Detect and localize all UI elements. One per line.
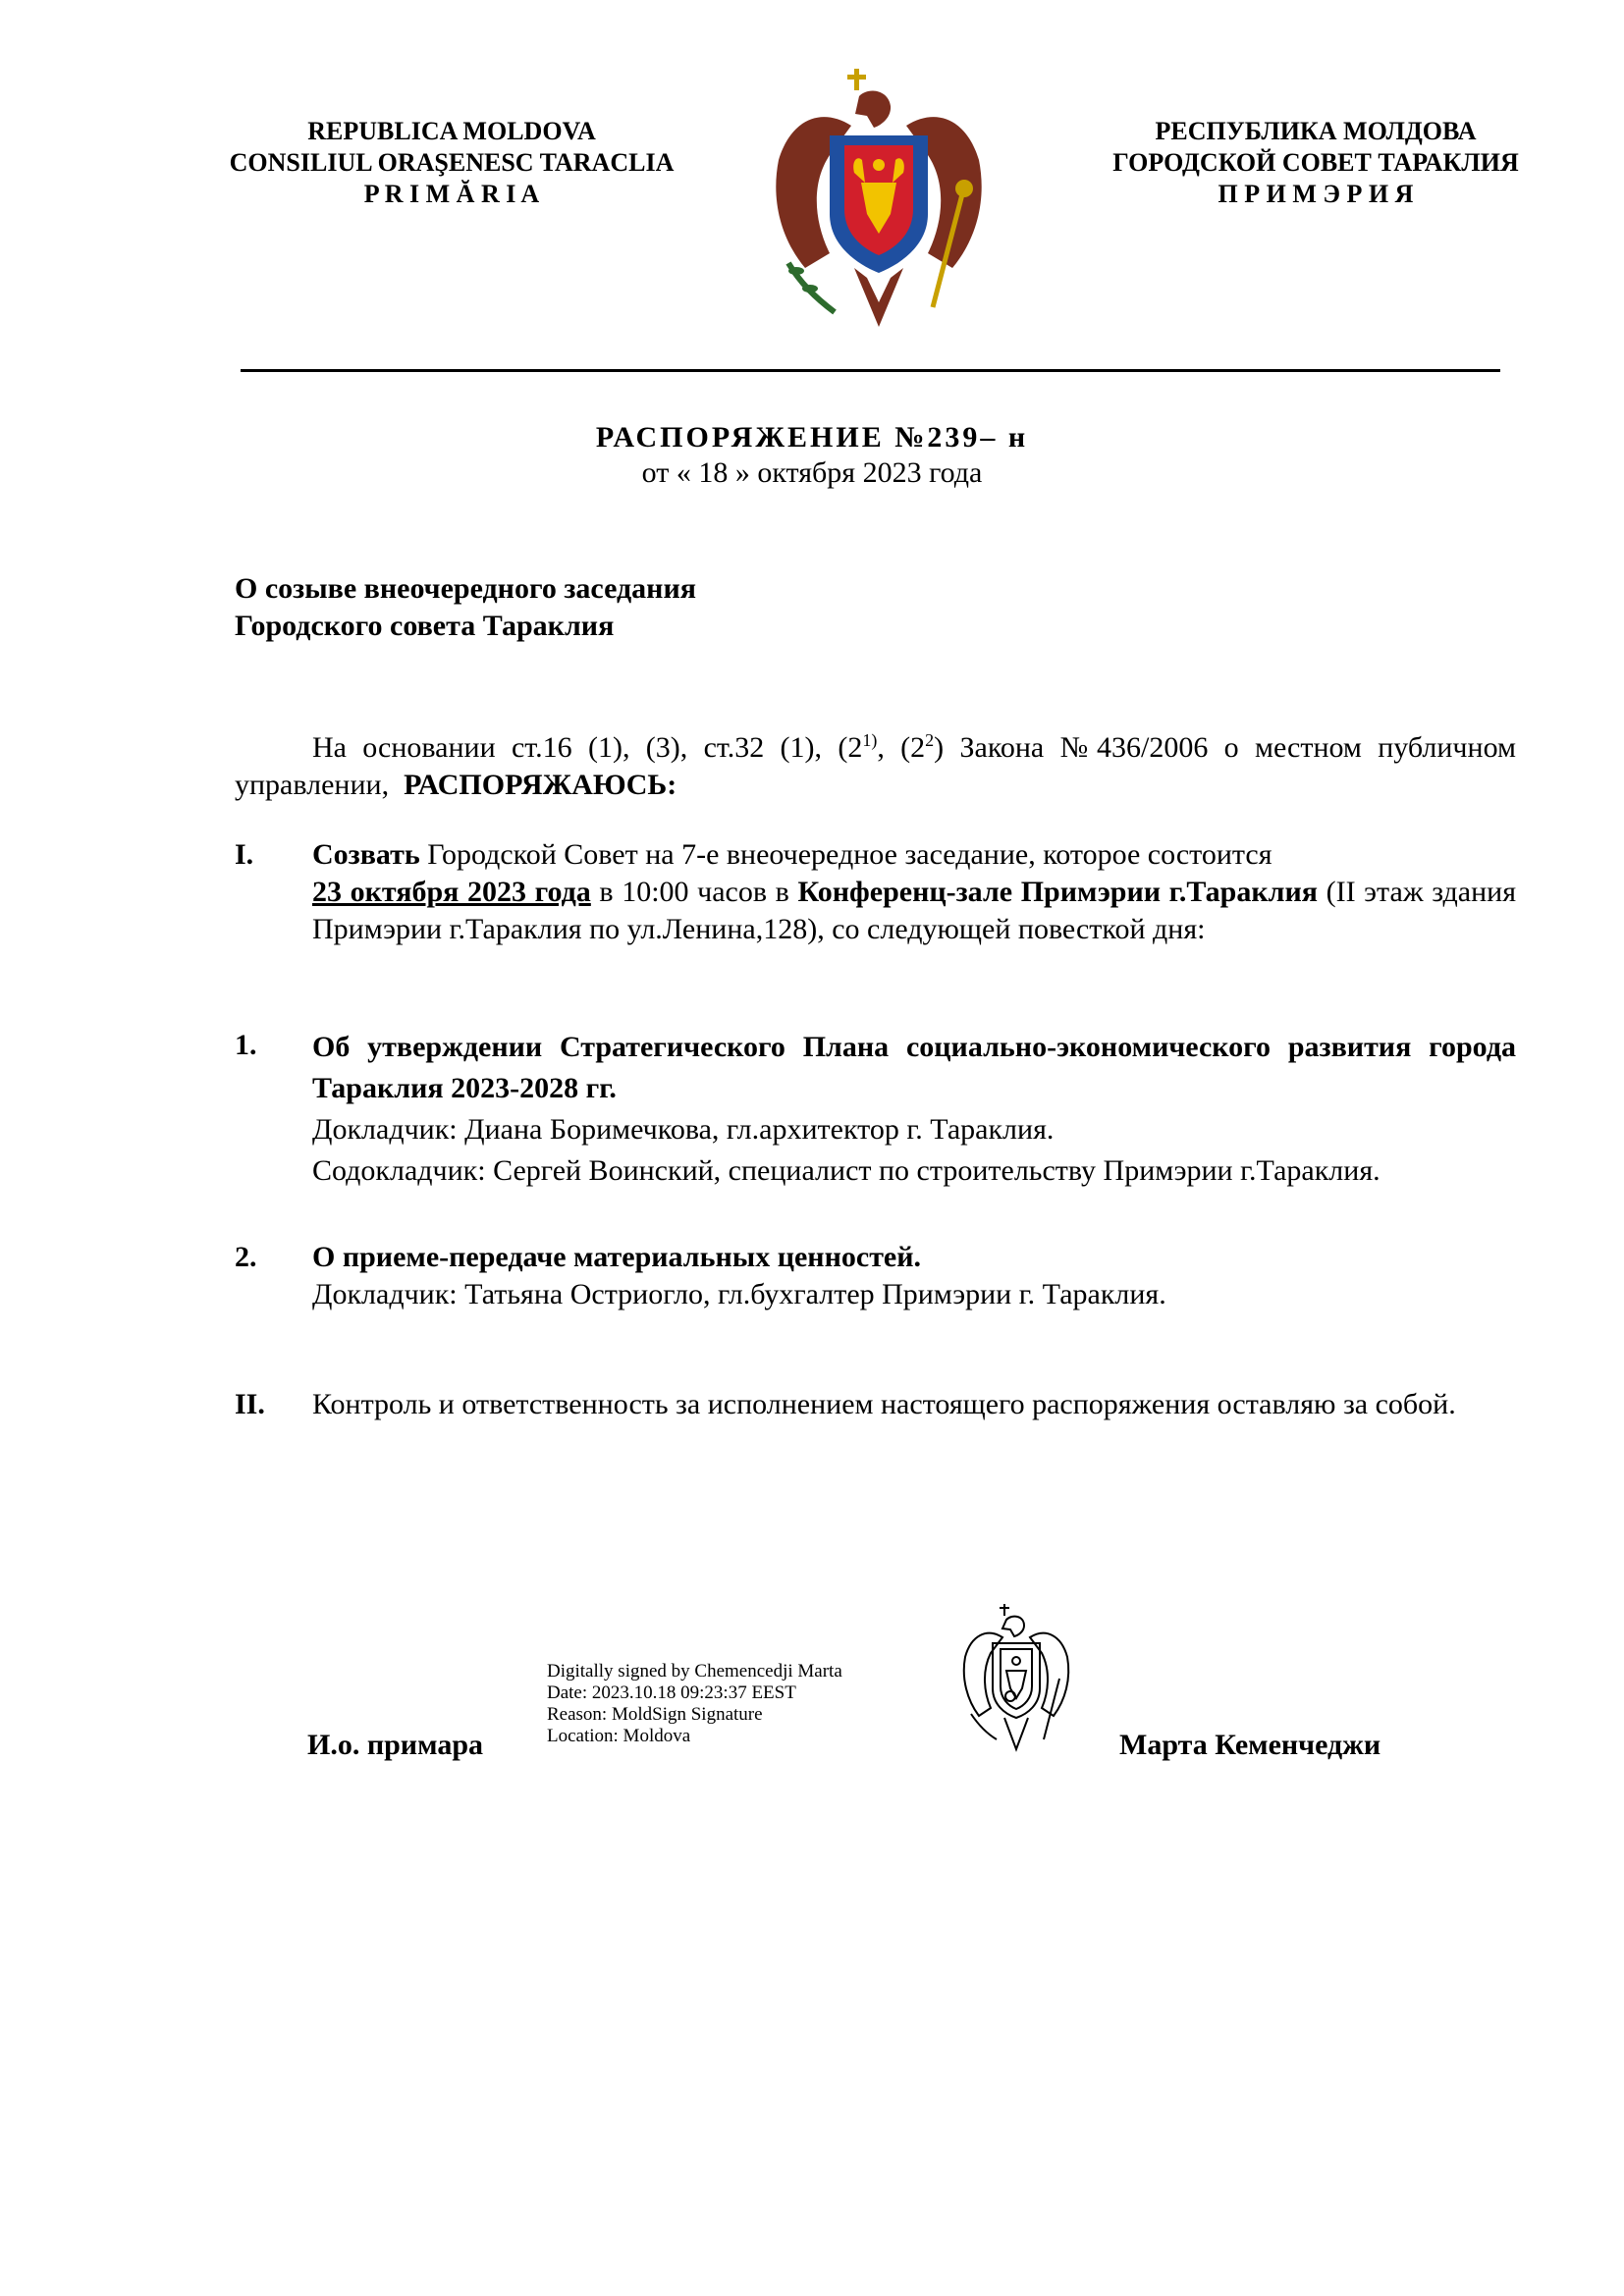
preamble-text2: , (2 xyxy=(877,731,926,764)
section1-date: 23 октября 2023 года xyxy=(312,876,591,908)
preamble-sup1: 1) xyxy=(862,730,878,750)
signature-meta-line2: Date: 2023.10.18 09:23:37 EEST xyxy=(547,1682,796,1703)
header-right-line2: ГОРОДСКОЙ СОВЕТ ТАРАКЛИЯ xyxy=(1112,148,1519,177)
header-left-line1: REPUBLICA MOLDOVA xyxy=(307,117,596,145)
header-left-line2: CONSILIUL ORAŞENESC TARACLIA xyxy=(229,148,675,177)
agenda2 xyxy=(312,1239,1516,1313)
section1-text xyxy=(312,836,1516,948)
digital-signature-details xyxy=(547,1661,842,1747)
preamble-text3: ) Закона №436/2006 о местном публичном управлении, xyxy=(235,731,1516,801)
section1-number: I. xyxy=(235,838,254,871)
signature-meta-line4: Location: Moldova xyxy=(547,1726,691,1746)
preamble-sup2: 2 xyxy=(925,730,935,750)
agenda1-reporter: Докладчик: Диана Боримечкова, гл.архитектор г. Тараклия. xyxy=(312,1113,1055,1146)
section1-lead-bold: Созвать xyxy=(312,838,420,871)
header-right-line3: П Р И М Э Р И Я xyxy=(1218,180,1414,208)
order-heading: РАСПОРЯЖЕНИЕ №239– н xyxy=(595,421,1029,454)
document-title xyxy=(0,420,1624,491)
subject-line2: Городского совета Тараклия xyxy=(235,610,615,642)
agenda2-title: О приеме-передаче материальных ценностей. xyxy=(312,1241,922,1273)
header-divider xyxy=(241,369,1500,372)
section1-mid: в 10:00 часов в xyxy=(590,876,798,908)
agenda1-title: Об утверждении Стратегического Плана социально-экономического развития города Тараклия 2023-2028 гг. xyxy=(312,1031,1516,1104)
agenda1 xyxy=(312,1027,1516,1192)
agenda2-reporter: Докладчик: Татьяна Остриогло, гл.бухгалтер Примэрии г. Тараклия. xyxy=(312,1278,1166,1310)
coat-of-arms-icon xyxy=(761,67,997,342)
header-left xyxy=(187,116,717,210)
signatory-name: Марта Кеменчеджи xyxy=(1119,1729,1381,1761)
preamble-text1: На основании ст.16 (1), (3), ст.32 (1), (2 xyxy=(312,731,863,764)
agenda1-number: 1. xyxy=(235,1029,257,1061)
signature-position: И.о. примара xyxy=(307,1729,484,1761)
section2-text: Контроль и ответственность за исполнением настоящего распоряжения оставляю за собой. xyxy=(312,1388,1456,1420)
section1-lead-text: Городской Совет на 7-е внеочередное заседание, которое состоится xyxy=(419,838,1272,871)
preamble xyxy=(235,721,1516,804)
coat-of-arms-outline-icon xyxy=(957,1602,1075,1759)
subject xyxy=(235,570,696,645)
section1-place: Конференц-зале Примэрии г.Тараклия xyxy=(797,876,1318,908)
section2-number: II. xyxy=(235,1388,265,1420)
preamble-decision: РАСПОРЯЖАЮСЬ: xyxy=(404,769,677,801)
header-right xyxy=(1080,116,1551,210)
signature-meta-line3: Reason: MoldSign Signature xyxy=(547,1704,763,1725)
order-date: от « 18 » октября 2023 года xyxy=(641,456,983,489)
header-left-line3: P R I M Ă R I A xyxy=(363,180,540,208)
signature-meta-line1: Digitally signed by Chemencedji Marta xyxy=(547,1661,842,1682)
header-right-line1: РЕСПУБЛИКА МОЛДОВА xyxy=(1155,117,1477,145)
agenda2-number: 2. xyxy=(235,1241,257,1273)
subject-line1: О созыве внеочередного заседания xyxy=(235,572,696,605)
section1-tail: (II этаж здания Примэрии г.Тараклия по ул.Ленина,128), со следующей повесткой дня: xyxy=(312,876,1516,945)
agenda1-coreporter: Содокладчик: Сергей Воинский, специалист по строительству Примэрии г.Тараклия. xyxy=(312,1154,1380,1187)
